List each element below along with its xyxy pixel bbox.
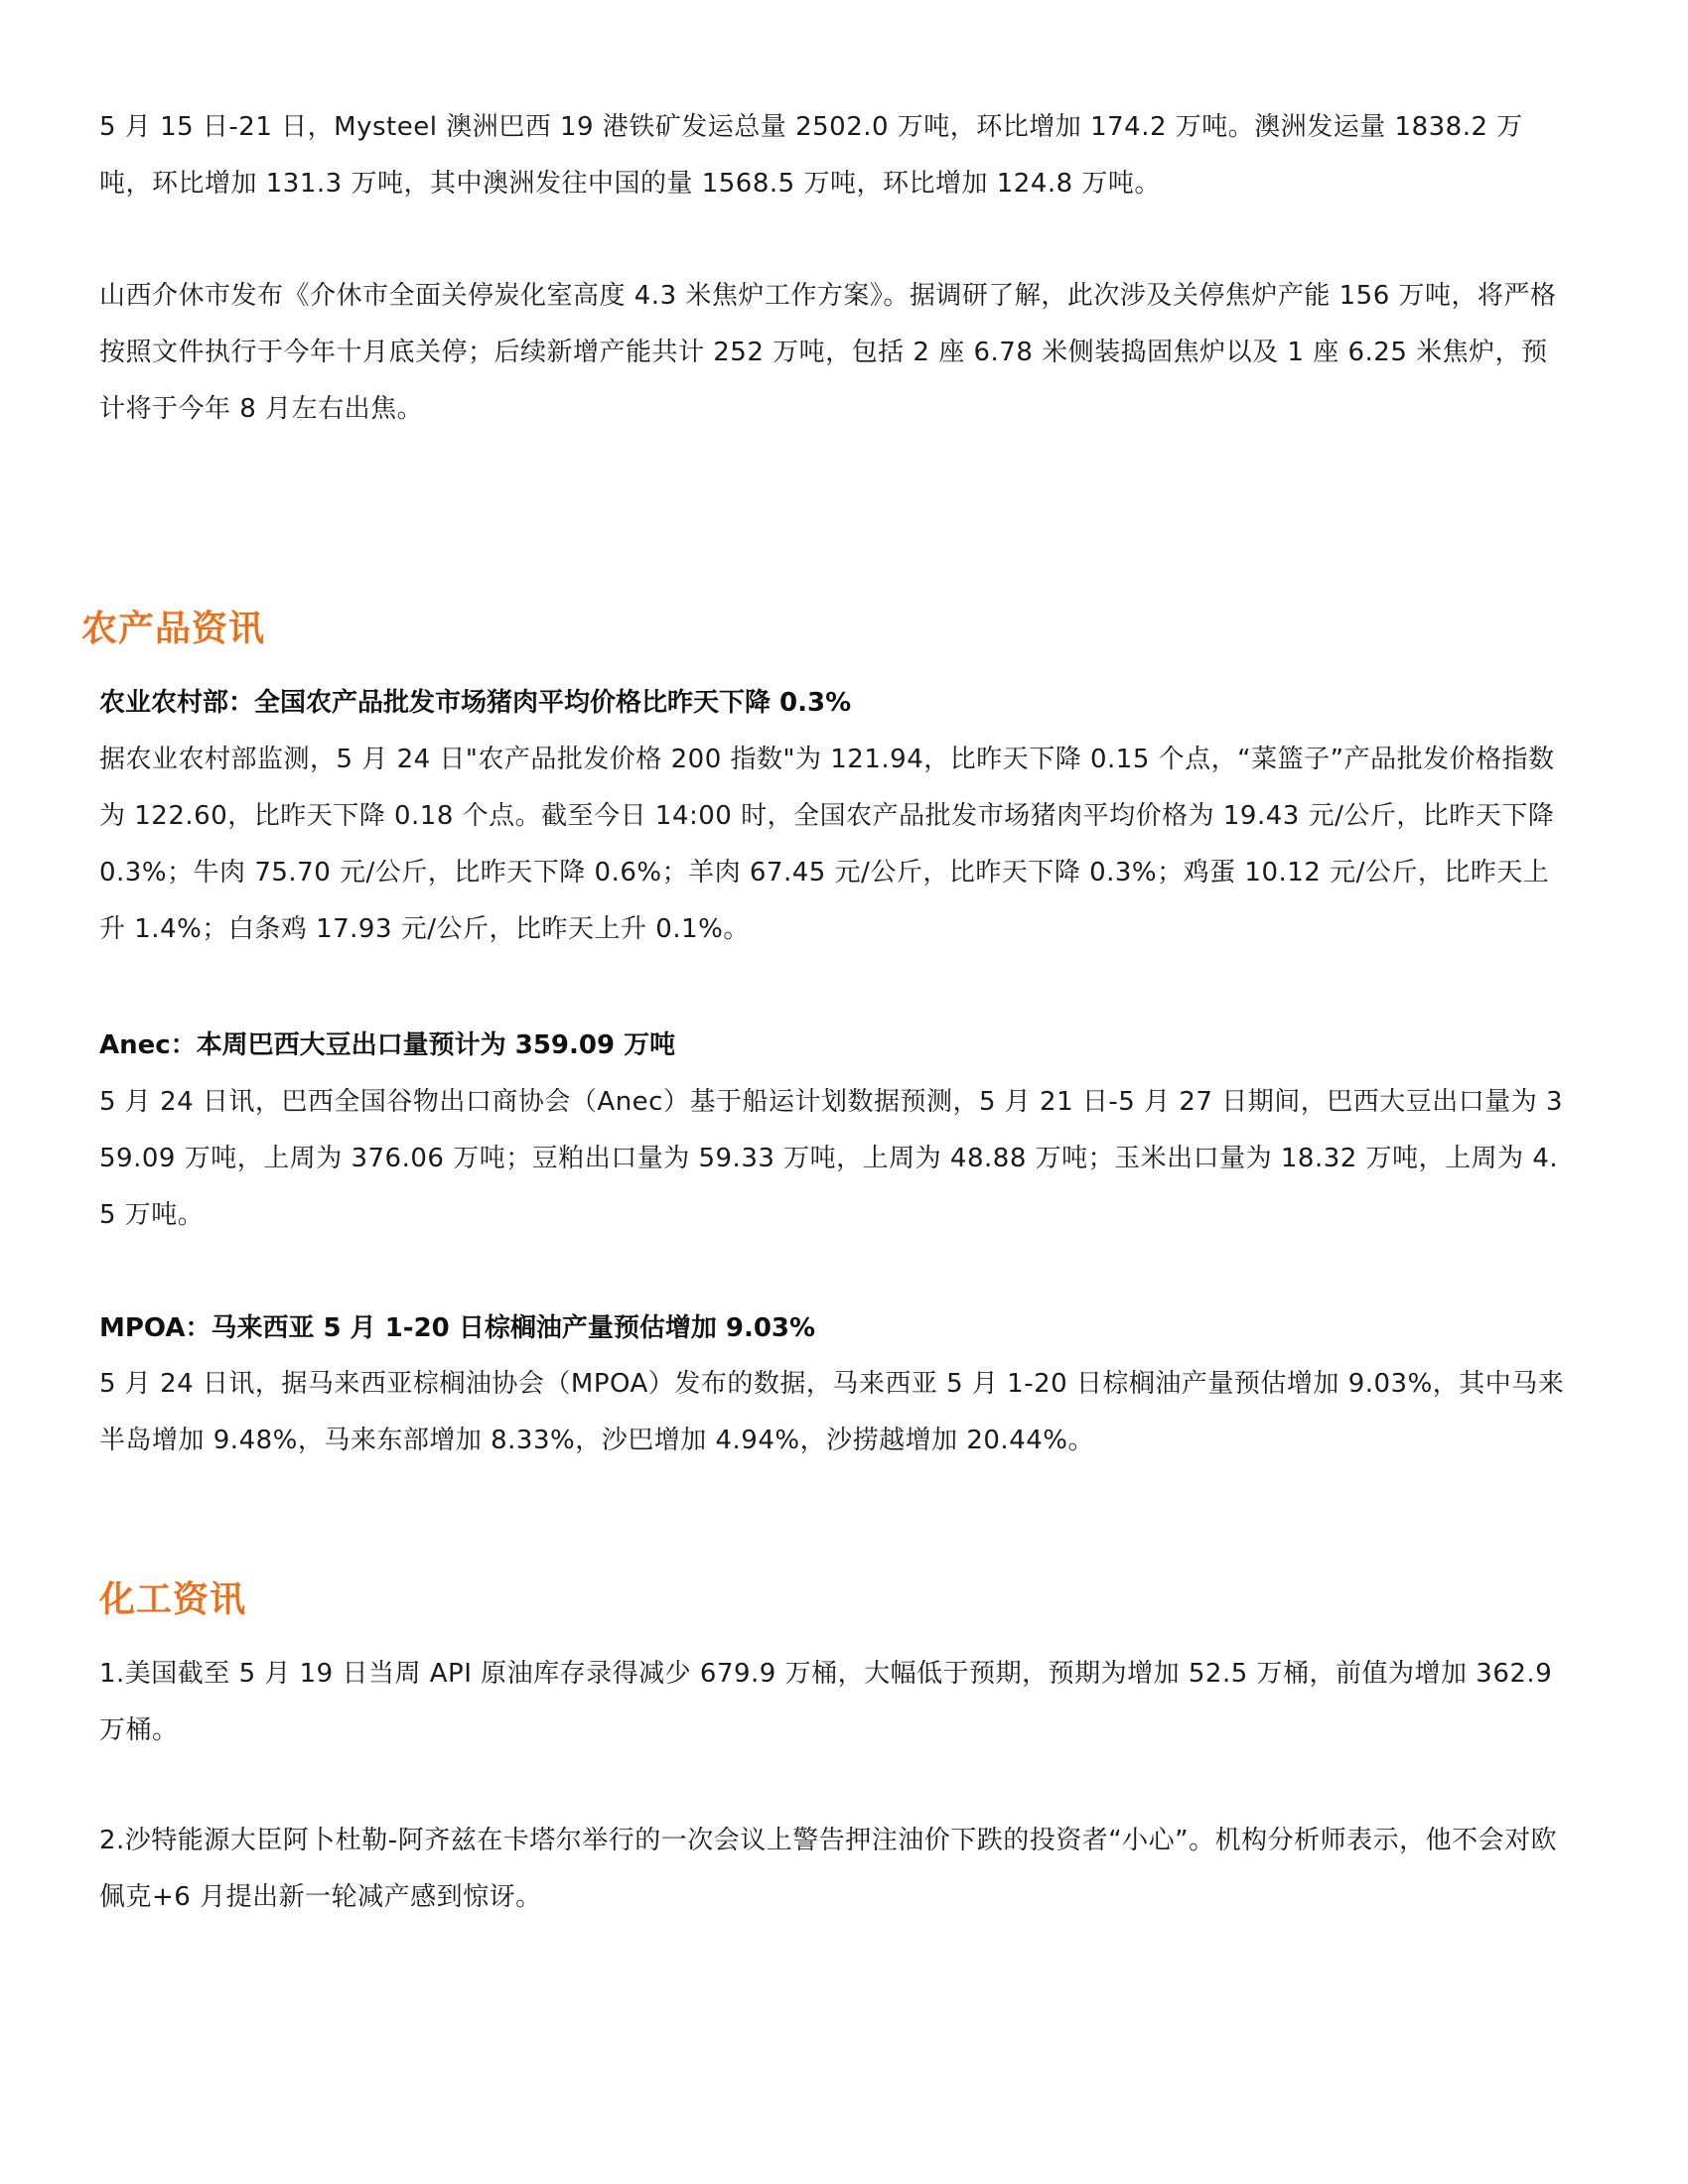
chem-item-api-crude: 1.美国截至 5 月 19 日当周 API 原油库存录得减少 679.9 万桶，大幅低于预期，预期为增加 52.5 万桶，前值为增加 362.9 万桶。 — [99, 1659, 1553, 1745]
agri-item-title-soybean: Anec：本周巴西大豆出口量预计为 359.09 万吨 — [99, 1030, 676, 1060]
agri-item-body-soybean: 5 月 24 日讯，巴西全国谷物出口商协会（Anec）基于船运计划数据预测，5 月 21 日-5 月 27 日期间，巴西大豆出口量为 359.09 万吨，上周为 376.06 万吨；豆粕出口量为 59.33 万吨，上周为 48.88 万吨；玉米出口量为 18.32 万吨，上周为 4.5 万吨。 — [99, 1087, 1564, 1230]
agri-item-title-pork: 农业农村部：全国农产品批发市场猪肉平均价格比昨天下降 0.3% — [99, 688, 852, 718]
chem-item-saudi-energy: 2.沙特能源大臣阿卜杜勒-阿齐兹在卡塔尔举行的一次会议上警告押注油价下跌的投资者“小心”。机构分析师表示，他不会对欧佩克+6 月提出新一轮减产感到惊讶。 — [99, 1826, 1558, 1912]
news-jiexiu-coke-oven: 山西介休市发布《介休市全面关停炭化室高度 4.3 米焦炉工作方案》。据调研了解，此次涉及关停焦炉产能 156 万吨，将严格按照文件执行于今年十月底关停；后续新增产能共计 252 万吨，包括 2 座 6.78 米侧装捣固焦炉以及 1 座 6.25 米焦炉，预计将于今年 8 月左右出焦。 — [99, 281, 1557, 424]
agri-item-body-palm-oil: 5 月 24 日讯，据马来西亚棕榈油协会（MPOA）发布的数据，马来西亚 5 月 1-20 日棕榈油产量预估增加 9.03%，其中马来半岛增加 9.48%，马来东部增加 8.33%，沙巴增加 4.94%，沙捞越增加 20.44%。 — [99, 1369, 1565, 1455]
news-iron-ore-shipments: 5 月 15 日-21 日，Mysteel 澳洲巴西 19 港铁矿发运总量 2502.0 万吨，环比增加 174.2 万吨。澳洲发运量 1838.2 万吨，环比增加 131.3 万吨，其中澳洲发往中国的量 1568.5 万吨，环比增加 124.8 万吨。 — [99, 112, 1523, 199]
section-title-chem: 化工资讯 — [99, 1579, 247, 1620]
agri-item-title-palm-oil: MPOA：马来西亚 5 月 1-20 日棕榈油产量预估增加 9.03% — [99, 1313, 816, 1343]
agri-item-body-pork: 据农业农村部监测，5 月 24 日"农产品批发价格 200 指数"为 121.94，比昨天下降 0.15 个点，“菜篮子”产品批发价格指数为 122.60，比昨天下降 0.18 个点。截至今日 14:00 时，全国农产品批发市场猪肉平均价格为 19.43 元/公斤，比昨天下降 0.3%；牛肉 75.70 元/公斤，比昨天下降 0.6%；羊肉 67.45 元/公斤，比昨天下降 0.3%；鸡蛋 10.12 元/公斤，比昨天上升 1.4%；白条鸡 17.93 元/公斤，比昨天上升 0.1%。 — [99, 745, 1555, 944]
section-title-agri: 农产品资讯 — [81, 609, 266, 649]
